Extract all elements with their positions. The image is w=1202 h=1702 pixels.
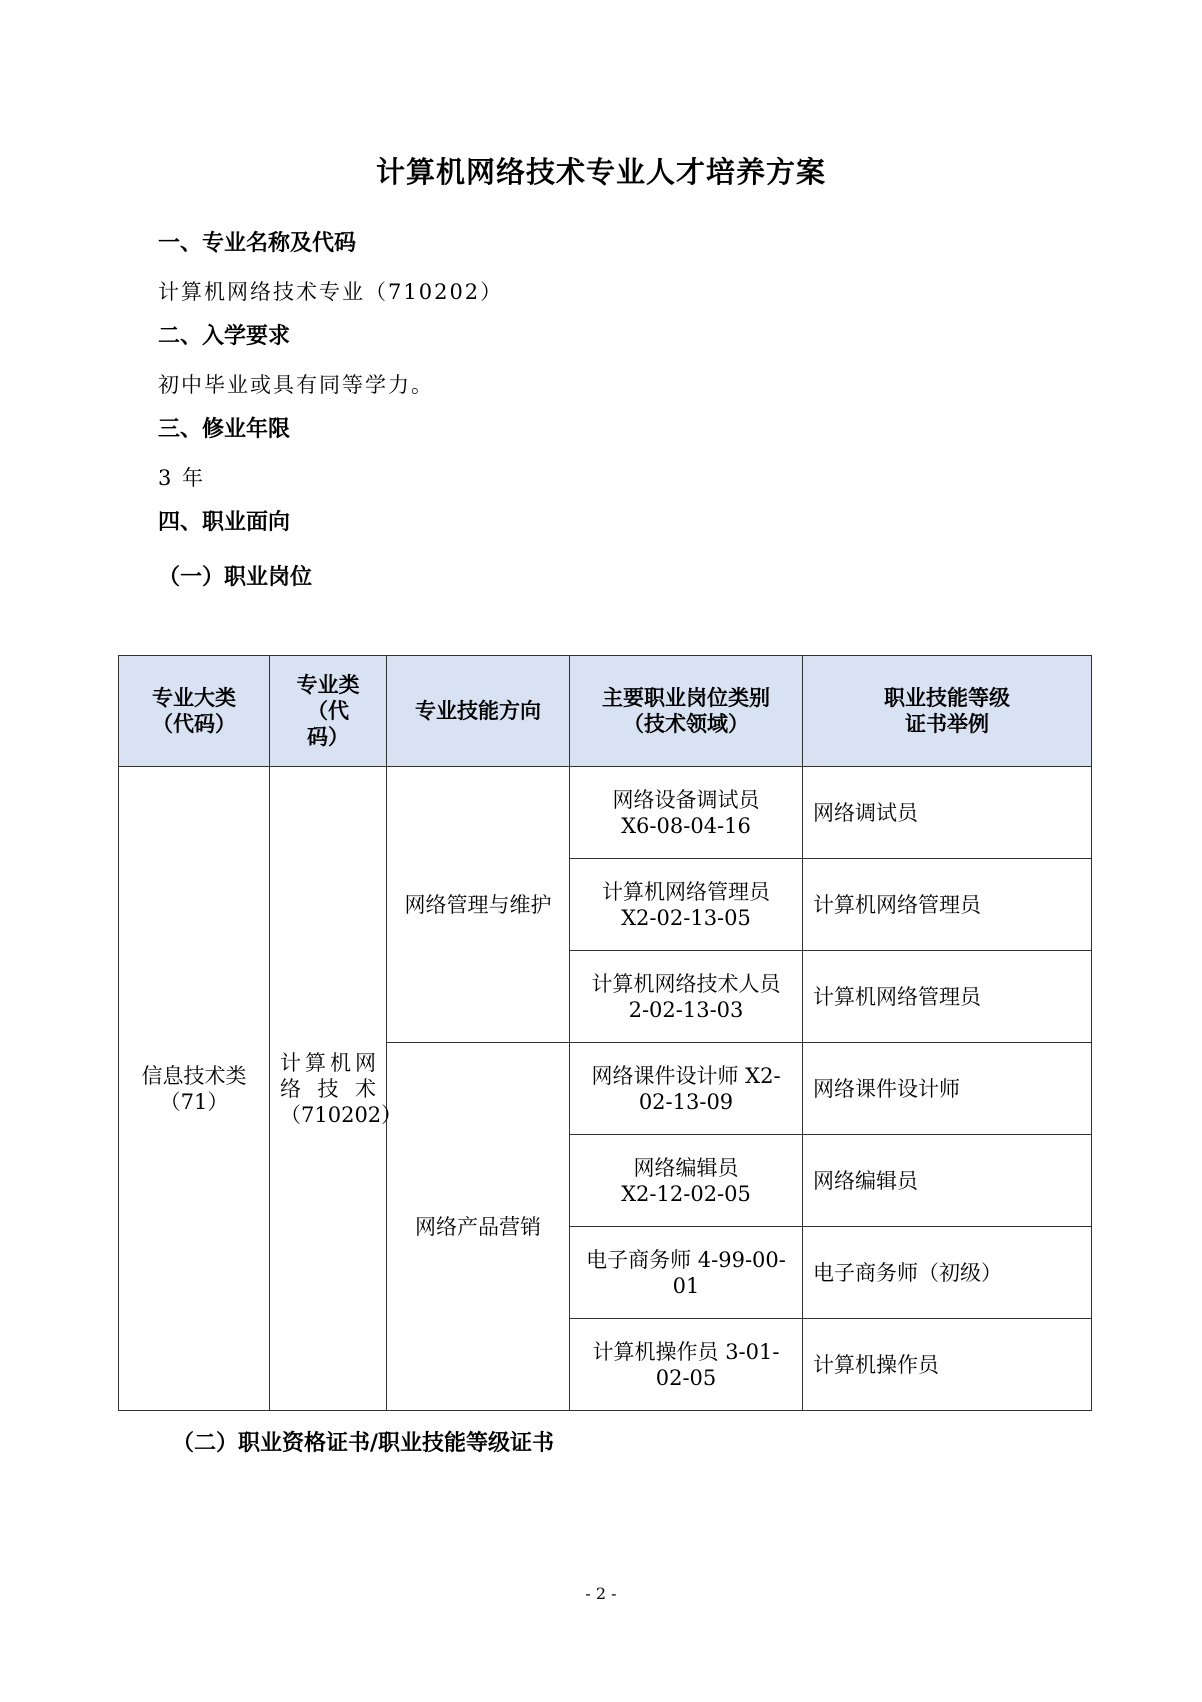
position-text: 计算机网络管理员 X2-02-13-05	[602, 879, 770, 930]
section-body-1: 计算机网络技术专业（710202）	[158, 280, 504, 304]
position-text: 计算机网络技术人员 2-02-13-03	[591, 971, 781, 1022]
certificate-cell	[803, 951, 1092, 1043]
certificate-text: 电子商务师（初级）	[813, 1260, 1002, 1285]
section-heading-1: 一、专业名称及代码	[158, 231, 357, 256]
header-category	[119, 656, 270, 767]
certificate-cell	[803, 1043, 1092, 1135]
certificate-text: 网络编辑员	[813, 1168, 918, 1193]
section-heading-4: 四、职业面向	[158, 510, 291, 535]
certificate-text: 网络调试员	[813, 800, 918, 825]
position-text: 网络设备调试员 X6-08-04-16	[612, 787, 760, 838]
certificate-cell	[803, 1227, 1092, 1319]
position-text: 计算机操作员 3-01-02-05	[592, 1339, 780, 1390]
direction-cell-text: 网络管理与维护	[404, 892, 552, 917]
certificate-cell	[803, 859, 1092, 951]
header-direction-text: 专业技能方向	[415, 699, 541, 723]
certificate-cell	[803, 1319, 1092, 1411]
direction-cell-text: 网络产品营销	[415, 1214, 541, 1239]
position-cell	[570, 1319, 803, 1411]
direction-cell-1	[387, 767, 570, 1043]
position-text: 电子商务师 4-99-00-01	[586, 1247, 786, 1298]
certificate-cell	[803, 1135, 1092, 1227]
section-heading-2: 二、入学要求	[158, 324, 291, 349]
header-certificates-text: 职业技能等级 证书举例	[884, 686, 1010, 736]
position-cell	[570, 951, 803, 1043]
certificate-text: 网络课件设计师	[813, 1076, 960, 1101]
position-text: 网络编辑员 X2-12-02-05	[621, 1155, 751, 1206]
category-cell-text: 信息技术类 （71）	[141, 1063, 247, 1114]
section-body-3: 3 年	[158, 466, 206, 490]
position-cell	[570, 859, 803, 951]
header-positions-text: 主要职业岗位类别 （技术领域）	[602, 686, 770, 736]
job-positions-table	[118, 655, 1092, 1411]
subsection-heading-certificates: （二）职业资格证书/职业技能等级证书	[172, 1431, 555, 1456]
header-major	[270, 656, 387, 767]
position-cell	[570, 1227, 803, 1319]
position-cell	[570, 1135, 803, 1227]
header-major-text: 专业类 （代 码）	[296, 673, 360, 749]
section-heading-3: 三、修业年限	[158, 417, 291, 442]
category-cell	[119, 767, 270, 1411]
position-cell	[570, 767, 803, 859]
table-header-row	[119, 656, 1092, 767]
header-certificates	[803, 656, 1092, 767]
section-body-2: 初中毕业或具有同等学力。	[158, 373, 434, 397]
certificate-cell	[803, 767, 1092, 859]
position-cell	[570, 1043, 803, 1135]
major-cell	[270, 767, 403, 1411]
subsection-heading-positions: （一）职业岗位	[158, 565, 313, 590]
document-title: 计算机网络技术专业人才培养方案	[375, 155, 826, 189]
certificate-text: 计算机操作员	[813, 1352, 939, 1377]
direction-cell-2	[387, 1043, 570, 1411]
position-text: 网络课件设计师 X2-02-13-09	[591, 1063, 781, 1114]
major-cell-text: 计算机网络技术（710202）	[280, 1050, 403, 1127]
certificate-text: 计算机网络管理员	[813, 984, 981, 1009]
table-row	[119, 767, 1092, 859]
header-direction	[387, 656, 570, 767]
header-positions	[570, 656, 803, 767]
page-number: - 2 -	[585, 1584, 617, 1603]
certificate-text: 计算机网络管理员	[813, 892, 981, 917]
header-category-text: 专业大类 （代码）	[152, 686, 236, 736]
